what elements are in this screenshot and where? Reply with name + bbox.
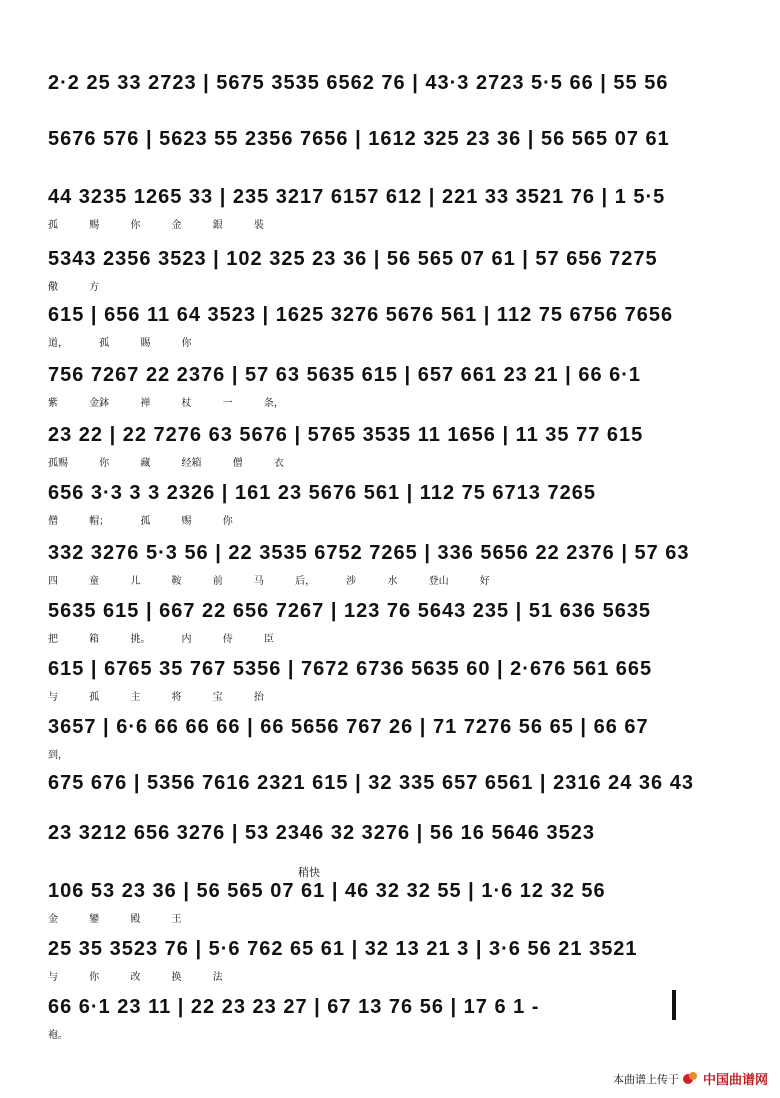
staff-line: [48, 996, 738, 1044]
tempo-mark: 稍快: [298, 866, 320, 879]
staff-line: [48, 772, 738, 820]
notation-line: 2·2 25 33 2723 | 5675 3535 6562 76 | 43·3 2723 5·5 66 | 55 56: [48, 72, 669, 94]
lyric-line: 道， 孤 賜 你: [48, 338, 192, 349]
staff-line: [48, 600, 738, 648]
lyric-line: 与 你 改 换 法: [48, 972, 223, 983]
staff-line: [48, 304, 738, 352]
notation-line: 5635 615 | 667 22 656 7267 | 123 76 5643 235 | 51 636 5635: [48, 600, 652, 622]
lyric-line: 四 童 儿 鞍 前 马 后， 涉 水 登山 好: [48, 576, 490, 587]
notation-line: 3657 | 6·6 66 66 66 | 66 5656 767 26 | 71 7276 56 65 | 66 67: [48, 716, 649, 738]
staff-line: [48, 128, 738, 176]
notation-line: 756 7267 22 2376 | 57 63 5635 615 | 657 661 23 21 | 66 6·1: [48, 364, 642, 386]
notation-line: 5343 2356 3523 | 102 325 23 36 | 56 565 07 61 | 57 656 7275: [48, 248, 658, 270]
notation-line: 5676 576 | 5623 55 2356 7656 | 1612 325 23 36 | 56 565 07 61: [48, 128, 670, 150]
staff-line: [48, 880, 738, 928]
notation-line: 615 | 656 11 64 3523 | 1625 3276 5676 561 | 112 75 6756 7656: [48, 304, 674, 326]
staff-line: [48, 424, 738, 472]
lyric-line: 孤赐 你 藏 经箱 僧 衣: [48, 458, 284, 469]
staff-line: [48, 542, 738, 590]
lyric-line: 袍。: [48, 1030, 68, 1041]
notation-line: 23 3212 656 3276 | 53 2346 32 3276 | 56 16 5646 3523: [48, 822, 595, 844]
final-barline: [672, 990, 676, 1020]
staff-line: [48, 716, 738, 764]
lyric-line: 与 孤 主 将 宝 抬: [48, 692, 264, 703]
site-logo-icon: [683, 1072, 699, 1086]
notation-line: 23 22 | 22 7276 63 5676 | 5765 3535 11 1656 | 11 35 77 615: [48, 424, 644, 446]
notation-line: 675 676 | 5356 7616 2321 615 | 32 335 657 6561 | 2316 24 36 43: [48, 772, 694, 794]
staff-line: [48, 482, 738, 530]
staff-line: [48, 364, 738, 412]
notation-line: 332 3276 5·3 56 | 22 3535 6752 7265 | 336 5656 22 2376 | 57 63: [48, 542, 690, 564]
site-name-link[interactable]: 中国曲谱网: [702, 1073, 768, 1088]
lyric-line: 僧 帽； 孤 赐 你: [48, 516, 233, 527]
staff-line: [48, 186, 738, 234]
notation-line: 66 6·1 23 11 | 22 23 23 27 | 67 13 76 56 | 17 6 1 -: [48, 996, 540, 1018]
staff-line: [48, 248, 738, 296]
lyric-line: 把 箱 挑。 内 侍 臣: [48, 634, 274, 645]
staff-line: [48, 938, 738, 986]
staff-line: [48, 72, 738, 120]
lyric-line: 金 鑾 殿 王: [48, 914, 182, 925]
notation-line: 615 | 6765 35 767 5356 | 7672 6736 5635 60 | 2·676 561 665: [48, 658, 653, 680]
notation-line: 106 53 23 36 | 56 565 07 61 | 46 32 32 55 | 1·6 12 32 56: [48, 880, 606, 902]
notation-line: 656 3·3 3 3 2326 | 161 23 5676 561 | 112 75 6713 7265: [48, 482, 596, 504]
lyric-line: 儆 方: [48, 282, 100, 293]
staff-line: [48, 822, 738, 870]
lyric-line: 到，: [48, 750, 68, 761]
notation-line: 25 35 3523 76 | 5·6 762 65 61 | 32 13 21 3 | 3·6 56 21 3521: [48, 938, 638, 960]
lyric-line: 紫 金鉢 禅 杖 一 条，: [48, 398, 284, 409]
lyric-line: 孤 赐 你 金 銀 裝: [48, 220, 264, 231]
notation-line: 44 3235 1265 33 | 235 3217 6157 612 | 221 33 3521 76 | 1 5·5: [48, 186, 666, 208]
footer: [613, 1069, 768, 1088]
upload-label: 本曲谱上传于: [612, 1072, 679, 1086]
staff-line: [48, 658, 738, 706]
